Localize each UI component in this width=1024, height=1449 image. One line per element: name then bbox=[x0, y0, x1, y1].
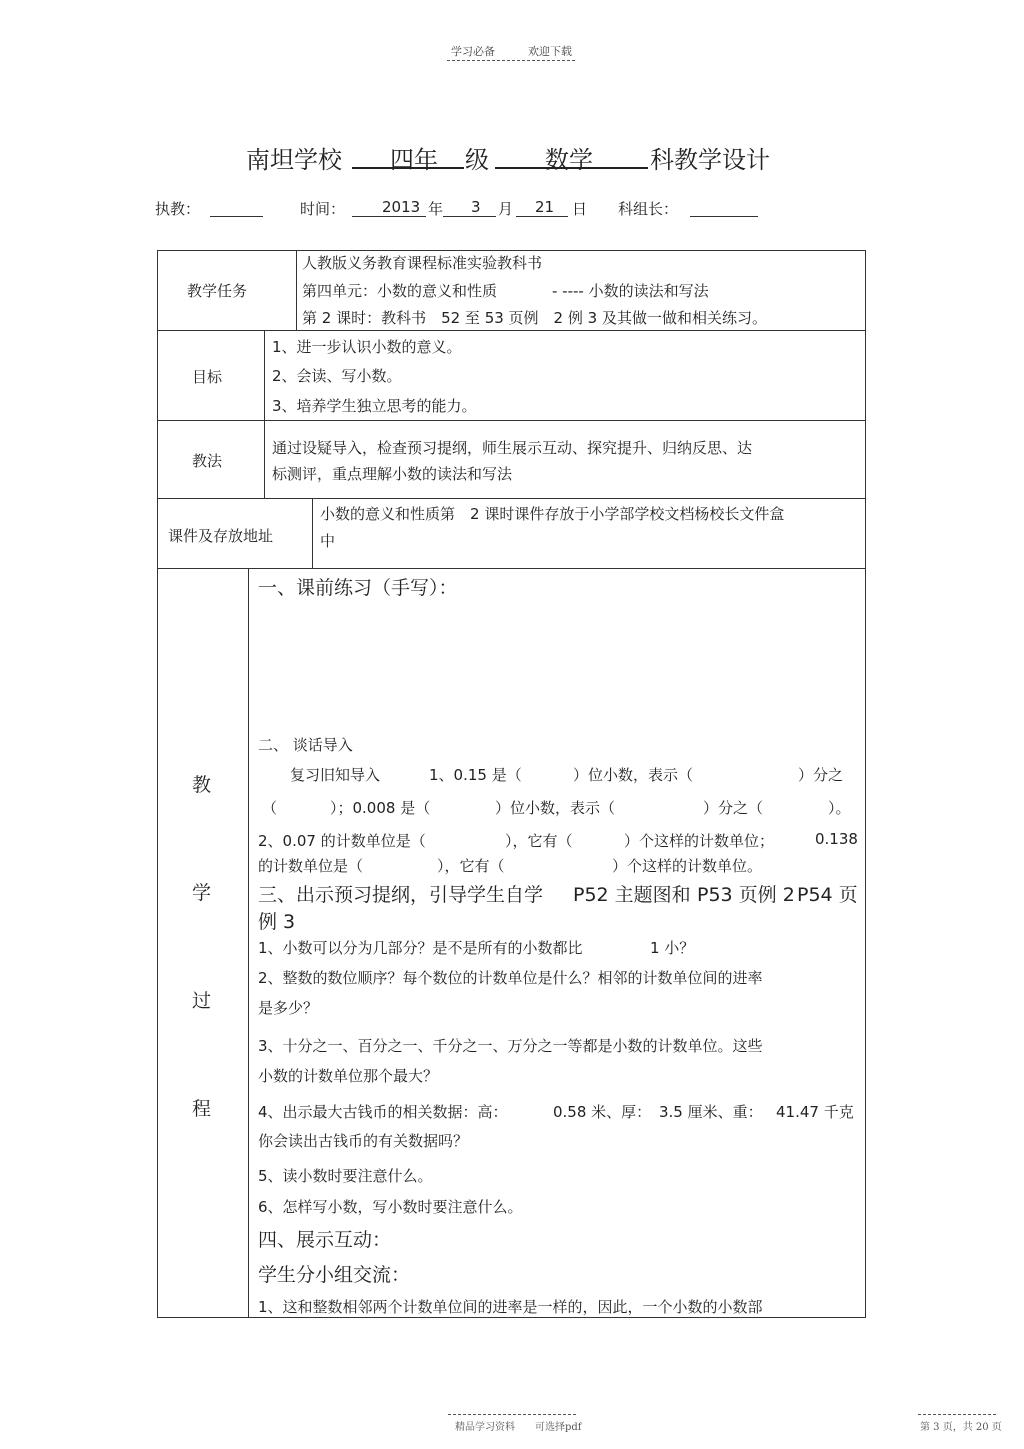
question-2-b: 是多少？ bbox=[258, 999, 319, 1017]
header-note-right: 欢迎下载 bbox=[528, 45, 572, 58]
month-value: 3 bbox=[471, 198, 481, 216]
section-3-heading-e: 例 3 bbox=[258, 911, 296, 933]
title-grade-underline bbox=[352, 167, 464, 169]
task-line2b: - ---- 小数的读法和写法 bbox=[552, 282, 709, 300]
section-3-heading-b: P52 主题图和 bbox=[573, 884, 691, 906]
day-unit: 日 bbox=[572, 200, 588, 218]
courseware-line1: 小数的意义和性质第 2 课时课件存放于小学部学校文档杨校长文件盒 bbox=[320, 505, 785, 523]
header-note-left: 学习必备 bbox=[451, 45, 495, 58]
leader-field bbox=[690, 216, 758, 217]
method-line2: 标测评，重点理解小数的读法和写法 bbox=[272, 465, 513, 483]
task-line2a: 第四单元：小数的意义和性质 bbox=[302, 282, 498, 300]
s2-line2-c: ）位小数，表示（ bbox=[495, 799, 616, 817]
s2-line1-a: 复习旧知导入 bbox=[290, 766, 381, 784]
title-school: 南坦学校 bbox=[246, 146, 342, 174]
title-subject-underline bbox=[495, 167, 648, 169]
question-4-e: 你会读出古钱币的有关数据吗？ bbox=[258, 1132, 469, 1150]
process-label-char: 学 bbox=[192, 882, 212, 904]
task-line1: 人教版义务教育课程标准实验教科书 bbox=[302, 254, 543, 272]
section-4-line-1: 1、这和整数相邻两个计数单位间的进率是一样的，因此，一个小数的小数部 bbox=[258, 1298, 763, 1316]
s2-line4-a: 的计数单位是（ bbox=[258, 857, 364, 875]
process-label-char: 教 bbox=[192, 774, 212, 796]
section-4-subheading: 学生分小组交流： bbox=[258, 1264, 411, 1286]
month-unit: 月 bbox=[498, 200, 514, 218]
footer-divider-left bbox=[448, 1414, 576, 1415]
s2-line1-d: ）分之 bbox=[798, 766, 844, 784]
s2-line1-b: 1、0.15 是（ bbox=[429, 766, 522, 784]
goal-item: 2、会读、写小数。 bbox=[272, 367, 402, 385]
question-2-a: 2、整数的数位顺序？每个数位的计数单位是什么？相邻的计数单位间的进率 bbox=[258, 969, 763, 987]
footer-note: 精品学习资料 可选择pdf bbox=[455, 1422, 582, 1433]
leader-label: 科组长： bbox=[618, 200, 679, 218]
title-suffix: 科教学设计 bbox=[650, 146, 770, 174]
s2-line4-c: ）个这样的计数单位。 bbox=[612, 857, 763, 875]
day-value: 21 bbox=[535, 198, 555, 216]
s2-line4-b: ），它有（ bbox=[437, 857, 505, 875]
month-field bbox=[443, 216, 496, 217]
title-grade: 四年 bbox=[390, 146, 438, 174]
question-1-b: 1 小？ bbox=[650, 939, 695, 957]
question-4-b: 0.58 米、厚： bbox=[553, 1103, 652, 1121]
s2-line3-b: ），它有（ bbox=[505, 832, 573, 850]
question-4-d: 41.47 千克 bbox=[776, 1103, 854, 1121]
page-number: 第 3 页，共 20 页 bbox=[920, 1422, 1002, 1433]
section-2-heading: 二、 谈话导入 bbox=[258, 736, 353, 754]
section-1-heading: 一、课前练习（手写）： bbox=[258, 577, 458, 599]
goal-item: 3、培养学生独立思考的能力。 bbox=[272, 397, 477, 415]
question-1-a: 1、小数可以分为几部分？是不是所有的小数都比 bbox=[258, 939, 583, 957]
s2-line2-e: ）。 bbox=[828, 799, 851, 817]
col-divider-courseware bbox=[312, 498, 313, 568]
section-3-heading-d: P54 页 bbox=[797, 884, 858, 906]
s2-line2-a: （ bbox=[262, 799, 278, 817]
question-3-a: 3、十分之一、百分之一、千分之一、万分之一等都是小数的计数单位。这些 bbox=[258, 1037, 763, 1055]
title-grade-unit: 级 bbox=[465, 146, 489, 174]
question-4-c: 3.5 厘米、重： bbox=[659, 1103, 763, 1121]
process-label-char: 过 bbox=[192, 990, 212, 1012]
question-4-a: 4、出示最大古钱币的相关数据：高： bbox=[258, 1103, 508, 1121]
s2-line3-c: ）个这样的计数单位； bbox=[624, 832, 775, 850]
footer-divider-right bbox=[918, 1414, 996, 1415]
teacher-label: 执教： bbox=[155, 200, 201, 218]
day-field bbox=[516, 216, 568, 217]
section-3-heading-c: P53 页例 2 bbox=[697, 884, 795, 906]
s2-line3-d: 0.138 bbox=[815, 830, 858, 848]
method-label: 教法 bbox=[192, 452, 223, 470]
title-subject: 数学 bbox=[545, 146, 593, 174]
task-line3: 第 2 课时：教科书 52 至 53 页例 2 例 3 及其做一做和相关练习。 bbox=[302, 309, 767, 327]
courseware-line2: 中 bbox=[320, 532, 336, 550]
process-label-char: 程 bbox=[192, 1098, 212, 1120]
goals-label: 目标 bbox=[192, 368, 223, 386]
time-label: 时间： bbox=[300, 200, 346, 218]
task-label: 教学任务 bbox=[187, 282, 248, 300]
question-6: 6、怎样写小数，写小数时要注意什么。 bbox=[258, 1198, 523, 1216]
s2-line3-a: 2、0.07 的计数单位是（ bbox=[258, 832, 426, 850]
col-divider-process bbox=[248, 568, 249, 1318]
col-divider-task bbox=[296, 250, 297, 330]
question-3-b: 小数的计数单位那个最大？ bbox=[258, 1067, 439, 1085]
year-value: 2013 bbox=[382, 198, 421, 216]
question-5: 5、读小数时要注意什么。 bbox=[258, 1167, 433, 1185]
year-field bbox=[352, 216, 426, 217]
method-line1: 通过设疑导入，检查预习提纲，师生展示互动、探究提升、归纳反思、达 bbox=[272, 439, 753, 457]
row-divider-4 bbox=[157, 568, 866, 569]
row-divider-3 bbox=[157, 498, 866, 499]
section-3-heading-a: 三、出示预习提纲，引导学生自学 bbox=[258, 884, 544, 906]
s2-line2-b: ）；0.008 是（ bbox=[330, 799, 431, 817]
s2-line1-c: ）位小数，表示（ bbox=[573, 766, 694, 784]
header-divider bbox=[447, 60, 575, 61]
s2-line2-d: ）分之（ bbox=[703, 799, 764, 817]
teacher-field bbox=[210, 216, 263, 217]
section-4-heading: 四、展示互动： bbox=[258, 1229, 392, 1251]
col-divider-goals bbox=[264, 330, 265, 498]
year-unit: 年 bbox=[428, 200, 444, 218]
goal-item: 1、进一步认识小数的意义。 bbox=[272, 338, 462, 356]
courseware-label: 课件及存放地址 bbox=[168, 527, 274, 545]
